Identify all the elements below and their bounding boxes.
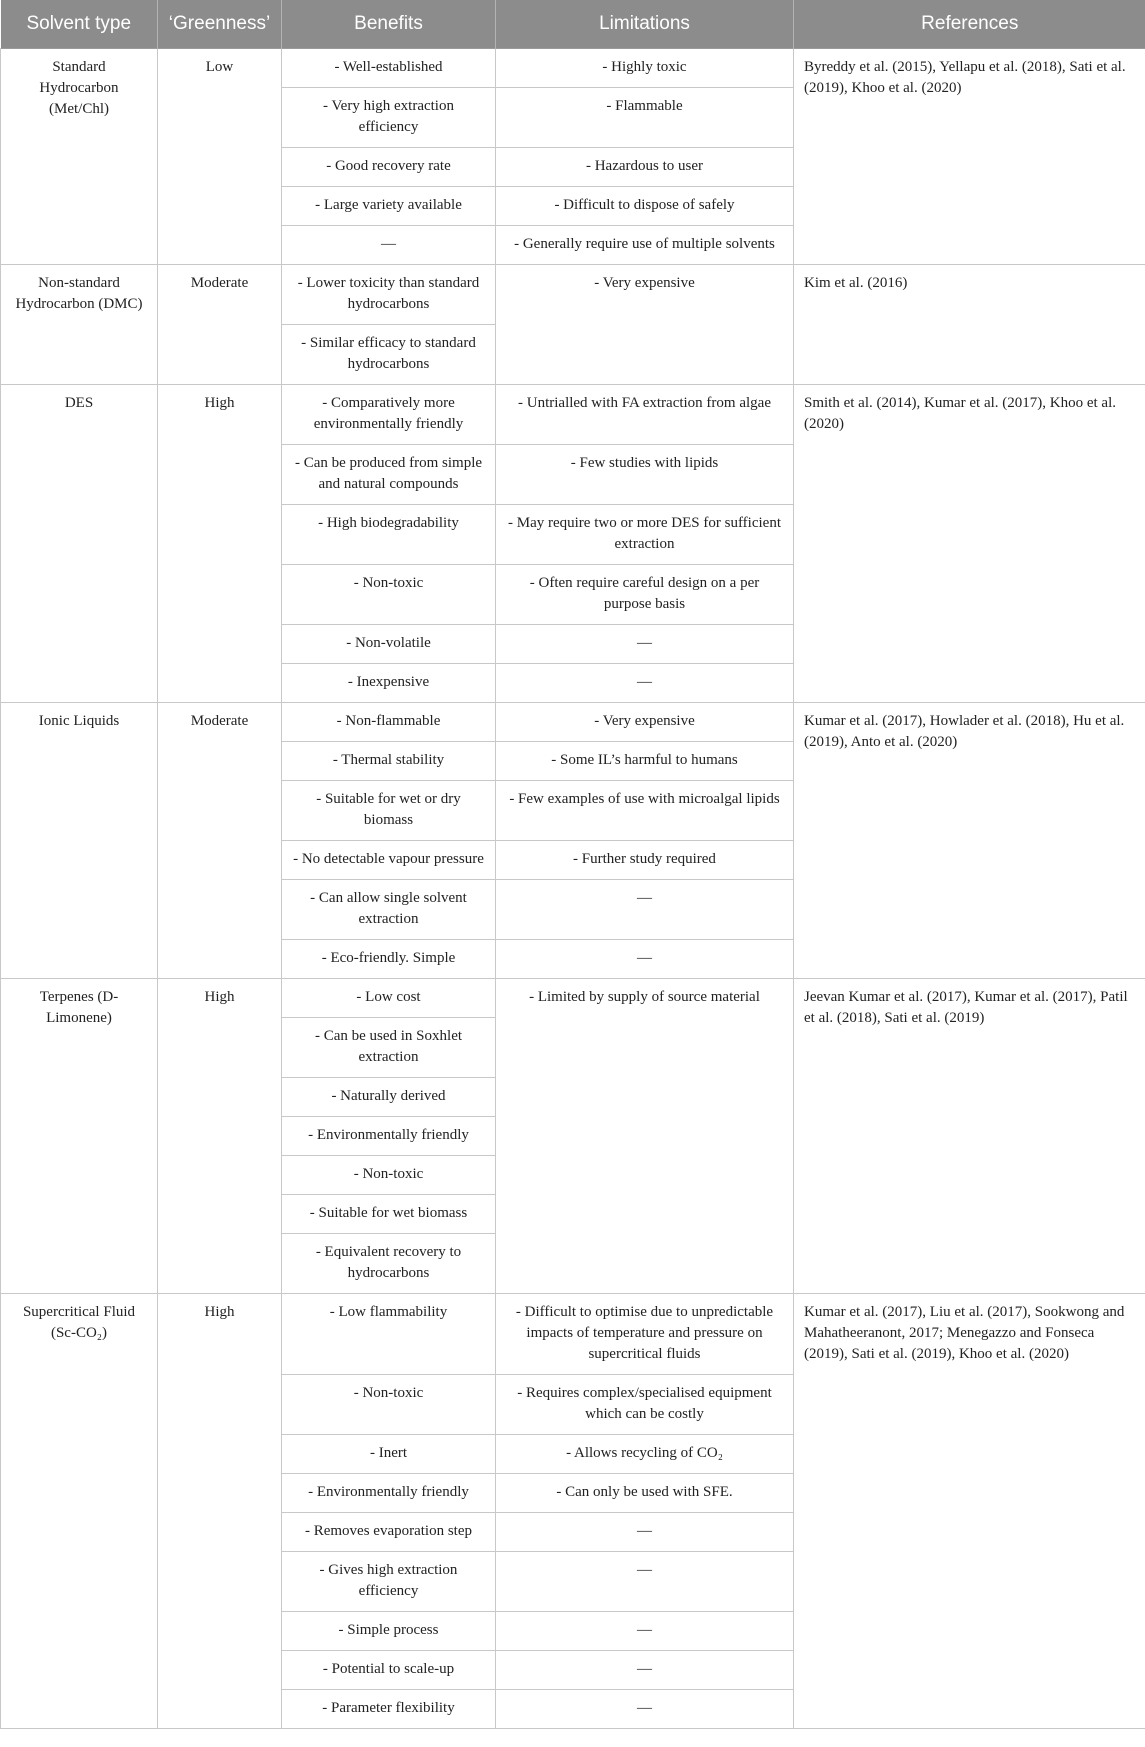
limitation-cell: - Can only be used with SFE. (496, 1474, 794, 1513)
benefit-cell: - Inexpensive (282, 664, 496, 703)
greenness-cell: Moderate (158, 703, 282, 979)
benefit-cell: - Inert (282, 1435, 496, 1474)
table-row (1, 49, 1145, 88)
benefit-cell: - Well-established (282, 49, 496, 88)
benefit-cell: - Removes evaporation step (282, 1513, 496, 1552)
references-cell: Kumar et al. (2017), Howlader et al. (2018), Hu et al. (2019), Anto et al. (2020) (794, 703, 1145, 979)
benefit-cell: - Can be used in Soxhlet extraction (282, 1018, 496, 1078)
references-cell: Kim et al. (2016) (794, 265, 1145, 385)
benefit-cell: - No detectable vapour pressure (282, 841, 496, 880)
limitation-cell: - Few studies with lipids (496, 445, 794, 505)
greenness-cell: High (158, 1294, 282, 1729)
table-row (1, 1294, 1145, 1375)
benefit-cell: - Equivalent recovery to hydrocarbons (282, 1234, 496, 1294)
limitation-cell: — (496, 1552, 794, 1612)
limitation-cell: - Hazardous to user (496, 148, 794, 187)
benefit-cell: — (282, 226, 496, 265)
header-greenness: ‘Greenness’ (158, 0, 282, 49)
limitation-cell: - Some IL’s harmful to humans (496, 742, 794, 781)
limitation-cell: — (496, 1612, 794, 1651)
benefit-cell: - Comparatively more environmentally friendly (282, 385, 496, 445)
benefit-cell: - Thermal stability (282, 742, 496, 781)
references-cell: Smith et al. (2014), Kumar et al. (2017), Khoo et al. (2020) (794, 385, 1145, 703)
benefit-cell: - Naturally derived (282, 1078, 496, 1117)
benefit-cell: - Non-flammable (282, 703, 496, 742)
benefit-cell: - Non-volatile (282, 625, 496, 664)
greenness-cell: High (158, 385, 282, 703)
limitation-cell: — (496, 1513, 794, 1552)
benefit-cell: - Gives high extraction efficiency (282, 1552, 496, 1612)
limitation-cell: — (496, 1690, 794, 1729)
limitation-cell: - Requires complex/specialised equipment which can be costly (496, 1375, 794, 1435)
benefit-cell: - Environmentally friendly (282, 1474, 496, 1513)
benefit-cell: - Suitable for wet biomass (282, 1195, 496, 1234)
limitation-cell: - Very expensive (496, 703, 794, 742)
greenness-cell: Moderate (158, 265, 282, 385)
limitation-cell: - Very expensive (496, 265, 794, 385)
limitation-cell: - Further study required (496, 841, 794, 880)
header-benefits: Benefits (282, 0, 496, 49)
limitation-cell: — (496, 1651, 794, 1690)
benefit-cell: - Environmentally friendly (282, 1117, 496, 1156)
table-row (1, 385, 1145, 445)
solvent-type-cell: Ionic Liquids (1, 703, 158, 979)
benefit-cell: - Non-toxic (282, 565, 496, 625)
table-row (1, 265, 1145, 325)
benefit-cell: - Eco-friendly. Simple (282, 940, 496, 979)
benefit-cell: - Lower toxicity than standard hydrocarbons (282, 265, 496, 325)
benefit-cell: - High biodegradability (282, 505, 496, 565)
table-body (1, 49, 1145, 1729)
limitation-cell: - Difficult to optimise due to unpredictable impacts of temperature and pressure on supercritical fluids (496, 1294, 794, 1375)
limitation-cell: - Untrialled with FA extraction from algae (496, 385, 794, 445)
greenness-cell: Low (158, 49, 282, 265)
benefit-cell: - Non-toxic (282, 1375, 496, 1435)
benefit-cell: - Can allow single solvent extraction (282, 880, 496, 940)
references-cell: Jeevan Kumar et al. (2017), Kumar et al. (2017), Patil et al. (2018), Sati et al. (2019) (794, 979, 1145, 1294)
header-references: References (794, 0, 1145, 49)
limitation-cell: - Generally require use of multiple solvents (496, 226, 794, 265)
limitation-cell: - Often require careful design on a per purpose basis (496, 565, 794, 625)
benefit-cell: - Simple process (282, 1612, 496, 1651)
limitation-cell: — (496, 625, 794, 664)
limitation-cell: - Flammable (496, 88, 794, 148)
references-cell: Byreddy et al. (2015), Yellapu et al. (2018), Sati et al. (2019), Khoo et al. (2020) (794, 49, 1145, 265)
solvent-type-cell: Terpenes (D-Limonene) (1, 979, 158, 1294)
limitation-cell: — (496, 880, 794, 940)
header-solvent-type: Solvent type (1, 0, 158, 49)
benefit-cell: - Large variety available (282, 187, 496, 226)
benefit-cell: - Non-toxic (282, 1156, 496, 1195)
benefit-cell: - Low cost (282, 979, 496, 1018)
limitation-cell: - May require two or more DES for sufficient extraction (496, 505, 794, 565)
limitation-cell: — (496, 664, 794, 703)
limitation-cell: - Allows recycling of CO₂ (496, 1435, 794, 1474)
greenness-cell: High (158, 979, 282, 1294)
limitation-cell: - Limited by supply of source material (496, 979, 794, 1294)
table-row (1, 979, 1145, 1018)
benefit-cell: - Similar efficacy to standard hydrocarbons (282, 325, 496, 385)
benefit-cell: - Parameter flexibility (282, 1690, 496, 1729)
table-row (1, 703, 1145, 742)
benefit-cell: - Very high extraction efficiency (282, 88, 496, 148)
benefit-cell: - Suitable for wet or dry biomass (282, 781, 496, 841)
solvent-type-cell: Supercritical Fluid (Sc-CO₂) (1, 1294, 158, 1729)
limitation-cell: - Difficult to dispose of safely (496, 187, 794, 226)
header-row (1, 0, 1145, 49)
header-limitations: Limitations (496, 0, 794, 49)
limitation-cell: - Highly toxic (496, 49, 794, 88)
solvent-type-cell: Standard Hydrocarbon (Met/Chl) (1, 49, 158, 265)
solvent-type-cell: DES (1, 385, 158, 703)
limitation-cell: — (496, 940, 794, 979)
benefit-cell: - Potential to scale-up (282, 1651, 496, 1690)
benefit-cell: - Low flammability (282, 1294, 496, 1375)
table-header (1, 0, 1145, 49)
references-cell: Kumar et al. (2017), Liu et al. (2017), Sookwong and Mahatheeranont, 2017; Menegazzo and Fonseca (2019), Sati et al. (2019), Khoo et al. (2020) (794, 1294, 1145, 1729)
solvent-type-cell: Non-standard Hydrocarbon (DMC) (1, 265, 158, 385)
benefit-cell: - Good recovery rate (282, 148, 496, 187)
benefit-cell: - Can be produced from simple and natural compounds (282, 445, 496, 505)
limitation-cell: - Few examples of use with microalgal lipids (496, 781, 794, 841)
